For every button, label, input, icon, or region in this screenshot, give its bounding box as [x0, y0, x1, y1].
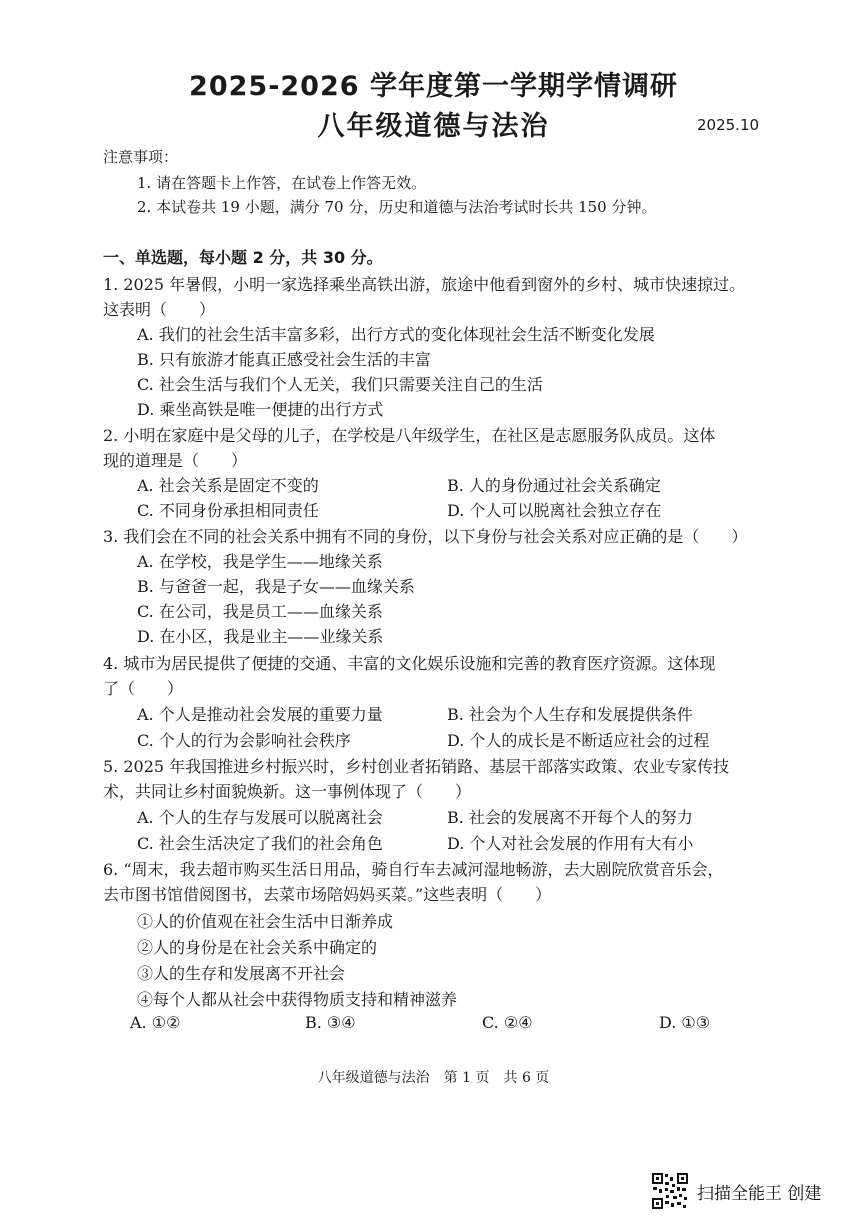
question-6-stem: 6. “周末，我去超市购买生活日用品，骑自行车去减河湿地畅游，去大剧院欣赏音乐会，	[103, 860, 724, 879]
question-2-option-d: D. 个人可以脱离社会独立存在	[447, 501, 662, 520]
question-4-option-d: D. 个人的成长是不断适应社会的过程	[447, 731, 710, 750]
question-1-stem: 这表明（ ）	[103, 300, 216, 319]
question-6-option-b: B. ③④	[305, 1013, 356, 1032]
notice-item: 1. 请在答题卡上作答，在试卷上作答无效。	[137, 174, 427, 192]
section-heading: 一、单选题，每小题 2 分，共 30 分。	[103, 248, 383, 267]
question-1-option-a: A. 我们的社会生活丰富多彩，出行方式的变化体现社会生活不断变化发展	[137, 325, 655, 344]
question-4-option-a: A. 个人是推动社会发展的重要力量	[137, 705, 383, 724]
question-2-option-c: C. 不同身份承担相同责任	[137, 501, 319, 520]
page-footer: 八年级道德与法治 第 1 页 共 6 页	[317, 1070, 550, 1086]
question-5-option-a: A. 个人的生存与发展可以脱离社会	[137, 808, 383, 827]
question-2-option-b: B. 人的身份通过社会关系确定	[447, 476, 661, 495]
question-2-stem: 2. 小明在家庭中是父母的儿子，在学校是八年级学生，在社区是志愿服务队成员。这体	[103, 426, 716, 445]
question-6-statement: ③人的生存和发展离不开社会	[137, 964, 346, 983]
question-3-stem: 3. 我们会在不同的社会关系中拥有不同的身份，以下身份与社会关系对应正确的是（ ）	[103, 527, 748, 546]
question-1-option-b: B. 只有旅游才能真正感受社会生活的丰富	[137, 350, 431, 369]
question-4-option-c: C. 个人的行为会影响社会秩序	[137, 731, 351, 750]
notice-heading: 注意事项：	[103, 148, 179, 166]
question-4-stem: 了（ ）	[103, 679, 184, 698]
question-4-option-b: B. 社会为个人生存和发展提供条件	[447, 705, 693, 724]
question-6-stem: 去市图书馆借阅图书，去菜市场陪妈妈买菜。”这些表明（ ）	[103, 885, 552, 904]
question-6-statement: ④每个人都从社会中获得物质支持和精神滋养	[137, 990, 458, 1009]
watermark-text: 扫描全能王 创建	[697, 1183, 822, 1204]
scanner-watermark	[651, 1171, 821, 1211]
qr-code-icon	[651, 1172, 689, 1210]
question-3-option-d: D. 在小区，我是业主——业缘关系	[137, 627, 384, 646]
question-4-stem: 4. 城市为居民提供了便捷的交通、丰富的文化娱乐设施和完善的教育医疗资源。这体现	[103, 654, 716, 673]
question-1-stem: 1. 2025 年暑假，小明一家选择乘坐高铁出游，旅途中他看到窗外的乡村、城市快速掠过。	[103, 275, 746, 294]
question-2-stem: 现的道理是（ ）	[103, 451, 248, 470]
question-6-statement: ②人的身份是在社会关系中确定的	[137, 938, 378, 957]
question-1-option-c: C. 社会生活与我们个人无关，我们只需要关注自己的生活	[137, 375, 543, 394]
question-6-option-a: A. ①②	[130, 1013, 181, 1032]
subject-title: 八年级道德与法治	[317, 111, 550, 142]
question-5-option-b: B. 社会的发展离不开每个人的努力	[447, 808, 693, 827]
exam-title: 2025-2026 学年度第一学期学情调研	[189, 71, 678, 102]
question-6-option-d: D. ①③	[659, 1013, 711, 1032]
question-3-option-c: C. 在公司，我是员工——血缘关系	[137, 602, 383, 621]
question-5-option-c: C. 社会生活决定了我们的社会角色	[137, 834, 383, 853]
question-6-option-c: C. ②④	[482, 1013, 533, 1032]
question-2-option-a: A. 社会关系是固定不变的	[137, 476, 319, 495]
question-6-statement: ①人的价值观在社会生活中日渐养成	[137, 912, 394, 931]
question-1-option-d: D. 乘坐高铁是唯一便捷的出行方式	[137, 400, 384, 419]
question-5-stem: 术，共同让乡村面貌焕新。这一事例体现了（ ）	[103, 782, 472, 801]
question-5-option-d: D. 个人对社会发展的作用有大有小	[447, 834, 694, 853]
question-3-option-a: A. 在学校，我是学生——地缘关系	[137, 552, 383, 571]
notice-item: 2. 本试卷共 19 小题，满分 70 分，历史和道德与法治考试时长共 150 分钟。	[137, 198, 657, 216]
question-5-stem: 5. 2025 年我国推进乡村振兴时，乡村创业者拓销路、基层干部落实政策、农业专家传技	[103, 757, 730, 776]
question-3-option-b: B. 与爸爸一起，我是子女——血缘关系	[137, 577, 415, 596]
exam-date: 2025.10	[697, 116, 760, 134]
